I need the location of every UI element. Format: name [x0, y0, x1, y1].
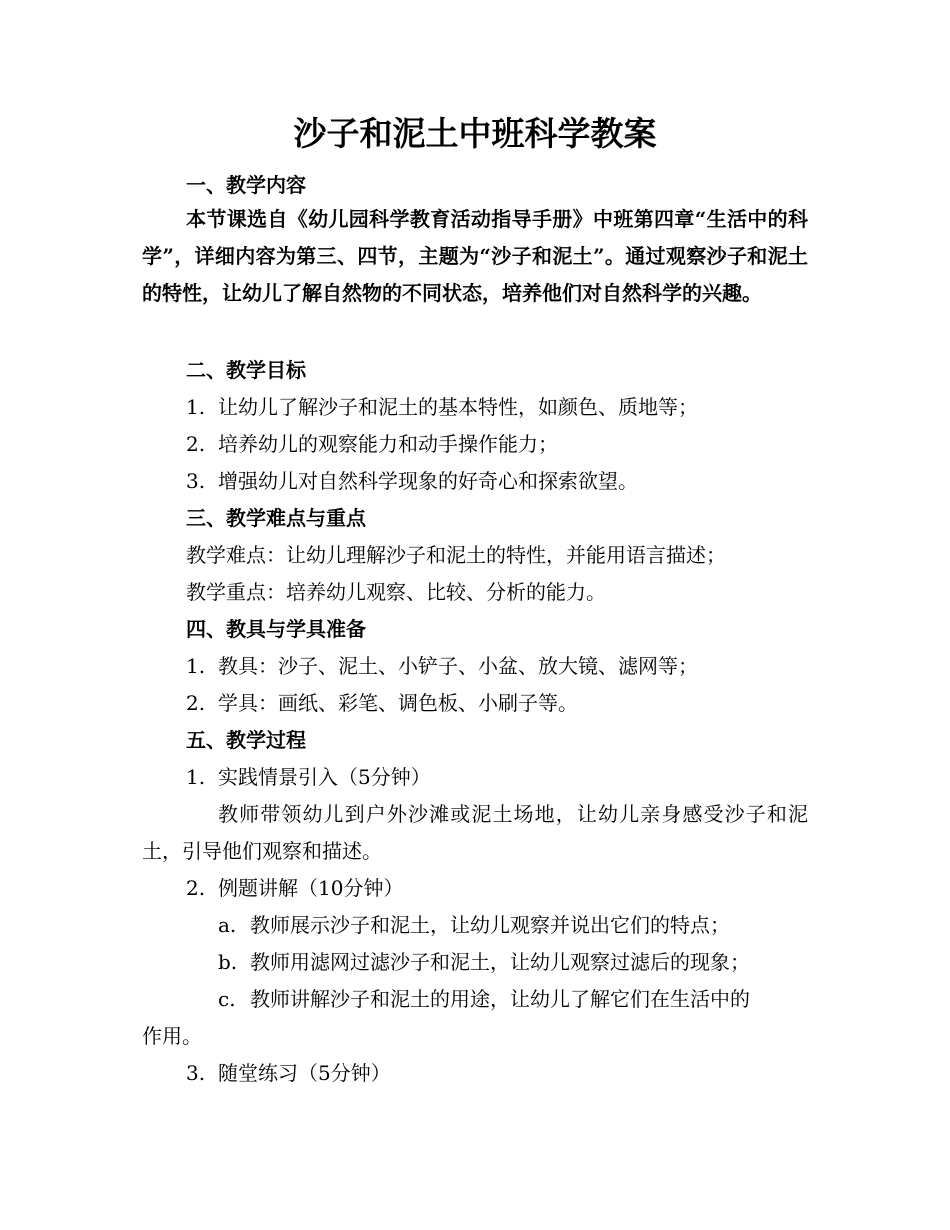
section-heading-difficulty-and-key-points: 三、教学难点与重点 [186, 506, 366, 530]
materials-item-text: 学具：画纸、彩笔、调色板、小刷子等。 [218, 691, 578, 715]
process-substep-b [218, 948, 750, 976]
substep-text: 教师讲解沙子和泥土的用途，让幼儿了解它们在生活中的 [250, 987, 750, 1011]
process-step-number: 2. [186, 876, 206, 900]
section-heading-teaching-goals: 二、教学目标 [186, 358, 306, 382]
document-title: 沙子和泥土中班科学教案 [293, 114, 657, 153]
goal-item [186, 430, 558, 458]
materials-item-text: 教具：沙子、泥土、小铲子、小盆、放大镜、滤网等； [218, 654, 698, 678]
process-substep-a [218, 911, 730, 939]
materials-item-number: 1. [186, 654, 206, 678]
goal-item [186, 393, 698, 421]
substep-text: 教师用滤网过滤沙子和泥土，让幼儿观察过滤后的现象； [250, 950, 750, 974]
section-heading-materials: 四、教具与学具准备 [186, 617, 366, 641]
materials-item [186, 652, 698, 680]
process-step-text: 实践情景引入（5分钟） [218, 765, 431, 789]
section-heading-teaching-process: 五、教学过程 [186, 728, 306, 752]
goal-item-number: 2. [186, 432, 206, 456]
process-substep-c-continuation: 作用。 [142, 1024, 202, 1048]
process-step-number: 3. [186, 1061, 206, 1085]
teaching-difficulty: 教学难点：让幼儿理解沙子和泥土的特性，并能用语言描述； [186, 543, 726, 567]
goal-item-text: 培养幼儿的观察能力和动手操作能力； [218, 432, 558, 456]
goal-item-number: 1. [186, 395, 206, 419]
goal-item-text: 让幼儿了解沙子和泥土的基本特性，如颜色、质地等； [218, 395, 698, 419]
process-step-text: 例题讲解（10分钟） [218, 876, 404, 900]
process-step-2 [186, 874, 403, 902]
teaching-content-paragraph: 本节课选自《幼儿园科学教育活动指导手册》中班第四章“生活中的科学”，详细内容为第三、四节，主题为“沙子和泥土”。通过观察沙子和泥土的特性，让幼儿了解自然物的不同状态，培养他们对自然科学的兴趣。 [142, 207, 808, 305]
process-step-number: 1. [186, 765, 206, 789]
goal-item-number: 3. [186, 469, 206, 493]
section-heading-teaching-content: 一、教学内容 [186, 173, 306, 197]
teaching-key-point: 教学重点：培养幼儿观察、比较、分析的能力。 [186, 580, 606, 604]
materials-item-number: 2. [186, 691, 206, 715]
substep-letter: c. [218, 987, 236, 1011]
process-step-3 [186, 1059, 391, 1087]
goal-item-text: 增强幼儿对自然科学现象的好奇心和探索欲望。 [218, 469, 638, 493]
goal-item [186, 467, 638, 495]
process-step-1 [186, 763, 431, 791]
materials-item [186, 689, 578, 717]
process-substep-c [218, 985, 750, 1013]
process-step-1-paragraph: 教师带领幼儿到户外沙滩或泥土场地，让幼儿亲身感受沙子和泥土，引导他们观察和描述。 [142, 802, 808, 863]
substep-letter: a. [218, 913, 237, 937]
substep-text: 教师展示沙子和泥土，让幼儿观察并说出它们的特点； [250, 913, 730, 937]
process-step-text: 随堂练习（5分钟） [218, 1061, 391, 1085]
substep-letter: b. [218, 950, 238, 974]
